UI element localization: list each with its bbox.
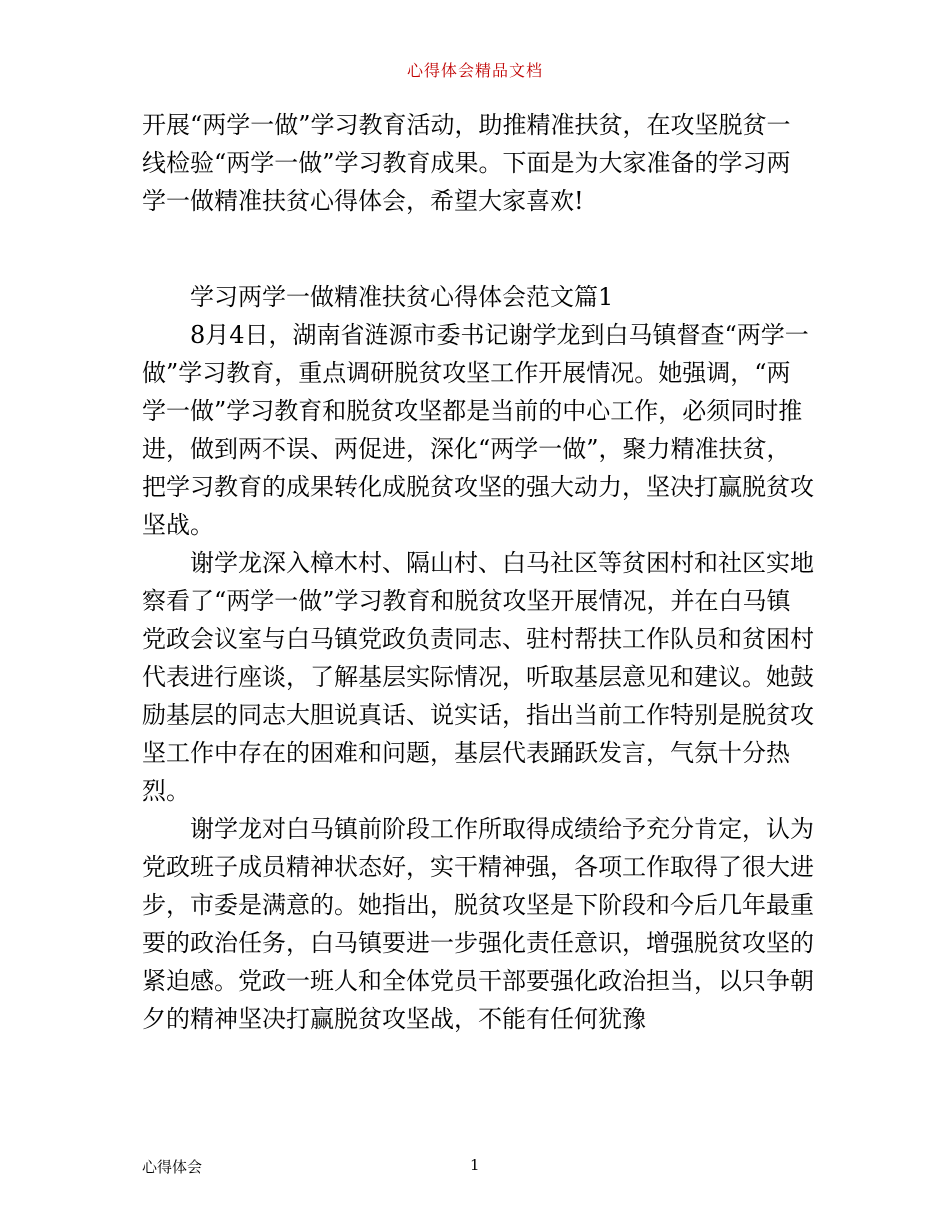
section-title: 学习两学一做精准扶贫心得体会范文篇1 [190,283,614,311]
body-paragraph-3: 谢学龙对白马镇前阶段工作所取得成绩给予充分肯定，认为党政班子成员精神状态好，实干精神强，各项工作取得了很大进步，市委是满意的。她指出，脱贫攻坚是下阶段和今后几年最重要的政治任务，白马镇要进一步强化责任意识，增强脱贫攻坚的紧迫感。党政一班人和全体党员干部要强化政治担当，以只争朝夕的精神坚决打赢脱贫攻坚战，不能有任何犹豫 [142,815,814,1033]
page-number: 1 [470,1156,480,1174]
footer-label: 心得体会 [142,1158,203,1176]
document-header-title: 心得体会精品文档 [406,61,543,80]
body-paragraph-1: 8月4日，湖南省涟源市委书记谢学龙到白马镇督查“两学一做”学习教育，重点调研脱贫攻坚工作开展情况。她强调，“两学一做”学习教育和脱贫攻坚都是当前的中心工作，必须同时推进，做到两不误、两促进，深化“两学一做”，聚力精准扶贫，把学习教育的成果转化成脱贫攻坚的强大动力，坚决打赢脱贫攻坚战。 [142,321,814,539]
document-body [142,106,814,1038]
paragraph-spacer [142,220,814,278]
body-paragraph-2: 谢学龙深入樟木村、隔山村、白马社区等贫困村和社区实地察看了“两学一做”学习教育和脱贫攻坚开展情况，并在白马镇党政会议室与白马镇党政负责同志、驻村帮扶工作队员和贫困村代表进行座谈，了解基层实际情况，听取基层意见和建议。她鼓励基层的同志大胆说真话、说实话，指出当前工作特别是脱贫攻坚工作中存在的困难和问题，基层代表踊跃发言，气氛十分热烈。 [142,549,814,805]
intro-paragraph: 开展“两学一做”学习教育活动，助推精准扶贫，在攻坚脱贫一线检验“两学一做”学习教育成果。下面是为大家准备的学习两学一做精准扶贫心得体会，希望大家喜欢! [142,111,791,215]
